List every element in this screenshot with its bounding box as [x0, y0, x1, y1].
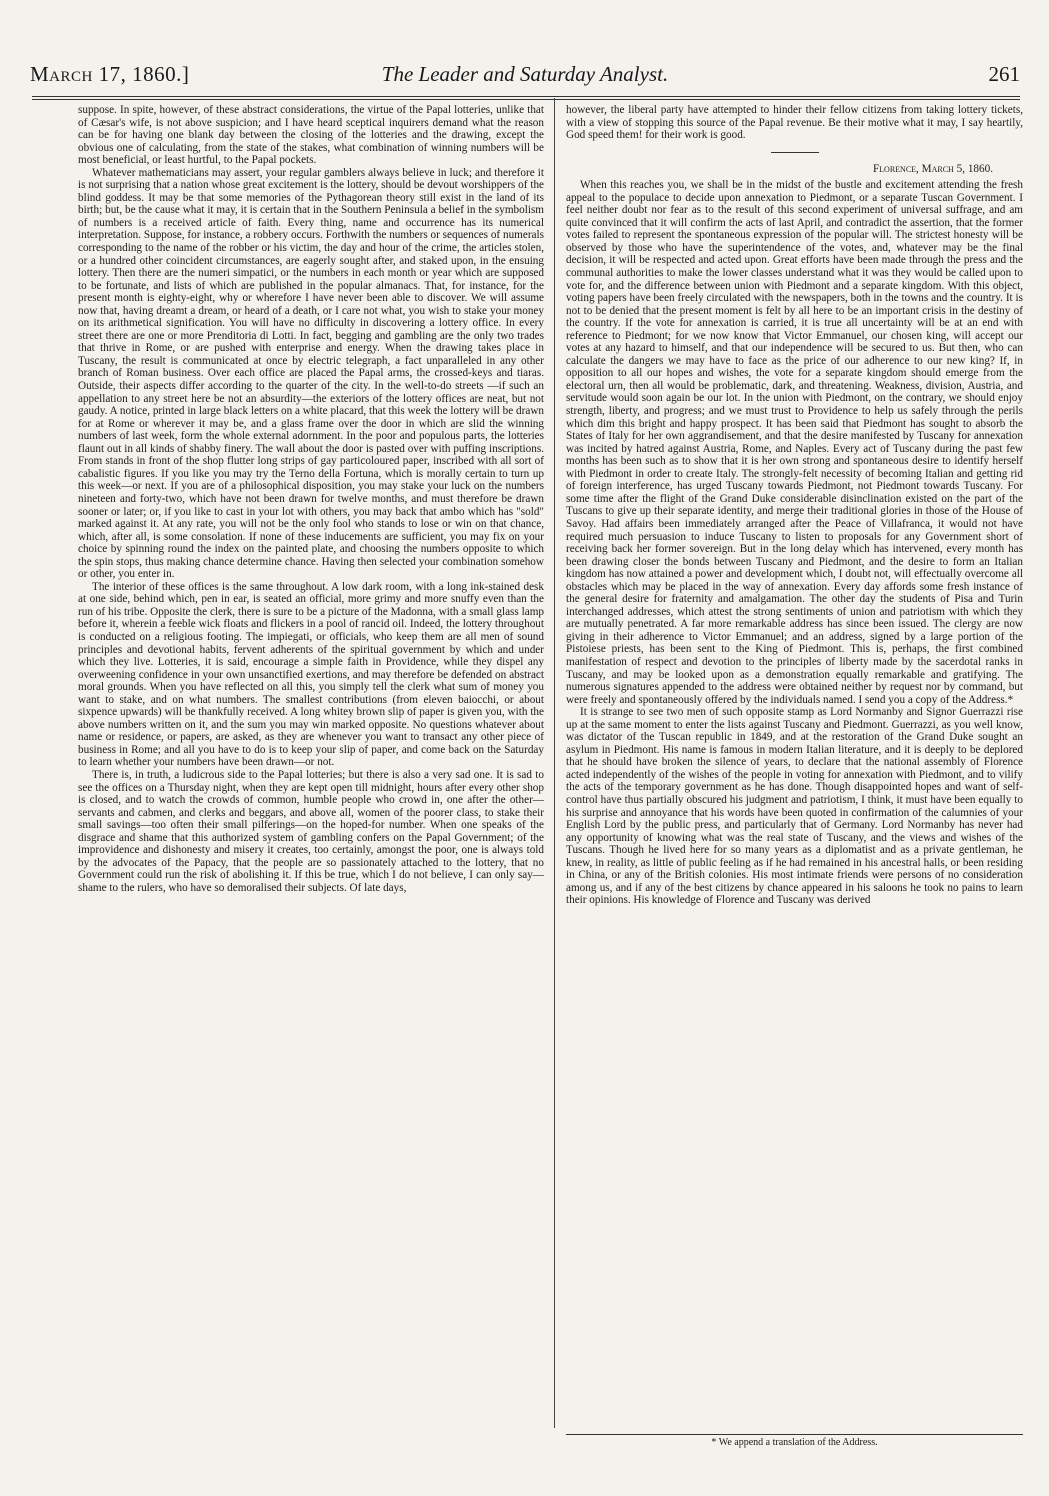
left-column	[78, 104, 544, 1434]
column-divider	[554, 98, 555, 1428]
page-number: 261	[988, 62, 1020, 86]
publication-title: The Leader and Saturday Analyst.	[381, 62, 669, 86]
article-paragraph: Whatever mathematicians may assert, your regular gamblers always believe in luck; and therefore it is not surprising that a nation whose great excitement is the lottery, should be devout worshippers of the blind goddess. It may be that some memories of the Pythagorean theory still exist in the land of its birth; but, be the cause what it may, it is certain that in the Southern Peninsula a belief in the symbolism of numbers is a received article of faith. Every thing, name and occurrence has its numerical interpretation. Suppose, for instance, a robbery occurs. Forthwith the numbers or sequences of numerals corresponding to the name of the robber or his victim, the day and hour of the crime, the articles stolen, or a hundred other coincident circumstances, are eagerly sought after, and staked upon, in the ensuing lottery. Then there are the numeri simpatici, or the numbers in each month or year which are supposed to be fortunate, and lists of which are published in the popular almanacs. That, for instance, for the present month is eighty-eight, why or wherefore I have never been able to discover. We will assume now that, having dreamt a dream, or heard of a death, or I care not what, you wish to stake your money on its arithmetical signification. You will have no difficulty in discovering a lottery office. In every street there are one or more Prenditoria di Lotti. In fact, begging and gambling are the only two trades that thrive in Rome, or are pushed with enterprise and energy. When the drawing takes place in Tuscany, the result is communicated at once by electric telegraph, a fact unparalleled in any other branch of Roman business. Over each office are placed the Papal arms, the crossed-keys and tiaras. Outside, their aspects differ according to the quarter of the city. In the well-to-do streets —if such an appellation to any street here be not an absurdity—the exteriors of the lottery offices are neat, but not gaudy. A notice, printed in large black letters on a white placard, that this week the lottery will be drawn for at Rome or wherever it may be, and a glass frame over the door in which are slid the winning numbers of last week, form the whole external adornment. In the poor and populous parts, the lotteries flaunt out in all kinds of shabby finery. The wall about the door is pasted over with puffing inscriptions. From stands in front of the shop flutter long strips of gay particoloured paper, inscribed with all sort of cabalistic figures. If you like you may try the Terno della Fortuna, which is morally certain to turn up this week—or next. If you are of a philosophical disposition, you may stake your luck on the numbers nineteen and forty-two, which have not been drawn for twelve months, and must therefore be drawn sooner or later; or, if you like to cast in your lot with others, you may back that ambo which has "sold" marked against it. At any rate, you will not be the only fool who stands to lose or win on that chance, which, after all, is some consolation. If none of these inducements are sufficient, you may fix on your choice by spinning round the index on the painted plate, and choosing the numbers opposite to which the spin stops, thus making chance determine chance. Having then selected your combination somehow or other, you enter in.	[78, 166, 544, 581]
footnote: * We append a translation of the Address.	[566, 1434, 1023, 1448]
article-paragraph: suppose. In spite, however, of these abstract considerations, the virtue of the Papal lotteries, unlike that of Cæsar's wife, is not above suspicion; and I have heard sceptical inquirers demand what the reason can be for having one blank day between the closing of the lotteries and the drawing, except the obvious one of calculating, from the state of the stakes, what combination of winning numbers will be most beneficial, or least hurtful, to the Papal pockets.	[78, 104, 544, 167]
letter-dateline: Florence, March 5, 1860.	[872, 162, 993, 175]
article-paragraph: There is, in truth, a ludicrous side to the Papal lotteries; but there is also a very sad one. It is sad to see the offices on a Thursday night, when they are kept open till midnight, hours after every other shop is closed, and to watch the crowds of common, humble people who crowd in, one after the other—servants and cabmen, and clerks and beggars, and above all, women of the poorer class, to stake their small savings—too often their small pilferings—on the hoped-for number. When one speaks of the disgrace and shame that this authorized system of gambling confers on the Papal Government; of the improvidence and dishonesty and misery it creates, too certainly, amongst the poor, one is always told by the advocates of the Papacy, that the people are so passionately attached to the lottery, that no Government could run the risk of abolishing it. If this be true, which I do not believe, I can only say—shame to the rulers, who have so demoralised their subjects. Of late days,	[78, 768, 544, 894]
article-paragraph: When this reaches you, we shall be in the midst of the bustle and excitement attending the fresh appeal to the populace to decide upon annexation to Piedmont, or a separate Tuscan Government. I feel neither doubt nor fear as to the result of this second experiment of universal suffrage, and am quite convinced that it will confirm the acts of last April, and contradict the assertion, that the former votes failed to represent the spontaneous expression of the popular will. The strictest honesty will be observed by those who have the superintendence of the votes, and, whatever may be the final decision, it will be respected and acted upon. Great efforts have been made through the press and the communal authorities to make the lower classes understand what it was they would be called upon to vote for, and the difference between union with Piedmont and a separate kingdom. With this object, voting papers have been freely circulated with the newspapers, both in the towns and the country. It is not to be denied that the present moment is felt by all here to be an important crisis in the destiny of the country. If the vote for annexation is carried, it is true all uncertainty will be at an end with reference to Piedmont; for we now know that Victor Emmanuel, our chosen king, will accept our votes at any hazard to himself, and that our independence will be secured to us. But then, who can calculate the dangers we may have to face as the price of our adherence to our new king? If, in opposition to all our hopes and wishes, the vote for a separate kingdom should emerge from the electoral urn, then all would be problematic, dark, and threatening. Weakness, division, Austria, and servitude would soon again be our lot. In the union with Piedmont, on the contrary, we should enjoy strength, liberty, and progress; and we must trust to Providence to help us safely through the perils which dim this bright and happy prospect. It has been said that Piedmont has sought to absorb the States of Italy for her own aggrandisement, and that the desire manifested by Tuscany for annexation was incited by hatred against Austria, Rome, and Naples. Every act of Tuscany during the past few months has been such as to show that it is her own strong and spontaneous desire to identify herself with Piedmont in order to create Italy. The strongly-felt necessity of becoming Italian and getting rid of foreign interference, has urged Tuscany towards Piedmont, not Piedmont towards Tuscany. For some time after the flight of the Grand Duke considerable disinclination existed on the part of the Tuscans to give up their separate identity, and merge their traditional glories in those of the House of Savoy. Had affairs been immediately arranged after the Peace of Villafranca, it would not have required much persuasion to induce Tuscany to listen to proposals for any Government short of receiving back her former sovereign. But in the long delay which has intervened, every month has been drawing closer the bonds between Tuscany and Piedmont, and the desire to form an Italian kingdom has now attained a power and development which, I doubt not, will effectually overcome all obstacles which may be placed in the way of annexation. Every day affords some fresh instance of the general desire for fraternity and amalgamation. The other day the students of Pisa and Turin interchanged addresses, which attest the strong sentiments of union and patriotism with which they are mutually penetrated. A far more remarkable address has since been issued. The clergy are now giving in their adherence to Victor Emmanuel; and an address, signed by a large portion of the Pistoiese priests, has been sent to the King of Piedmont. This is, perhaps, the first combined manifestation of respect and devotion to the principles of liberty made by the sacerdotal ranks in Tuscany, and may be looked upon as a demonstration equally remarkable and gratifying. The numerous signatures appended to the address were obtained neither by request nor by command, but were freely and spontaneously offered by the individuals named. I send you a copy of the Address.*	[566, 179, 1023, 706]
article-paragraph: It is strange to see two men of such opposite stamp as Lord Normanby and Signor Guerrazzi rise up at the same moment to enter the lists against Tuscany and Piedmont. Guerrazzi, as you well know, was dictator of the Tuscan republic in 1849, and at the restoration of the Grand Duke sought an asylum in Piedmont. His name is famous in modern Italian literature, and it is deeply to be deplored that he should have broken the silence of years, to declare that the national assembly of Florence acted independently of the wishes of the people in voting for annexation with Piedmont, and to vilify the acts of the temporary government as he has done. Though disappointed hopes and want of self-control have thus partially obscured his judgment and patriotism, I think, it must have been equally to his surprise and annoyance that his words have been quoted in confirmation of the calumnies of your English Lord by the public press, and particularly that of Germany. Lord Normanby has never had any opportunity of knowing what was the real state of Tuscany, and the views and wishes of the Tuscans. Though he lived here for so many years as a diplomatist and as a private gentleman, he knew, in reality, as little of public feeling as if he had remained in his ancestral halls, or been residing in China, or any of the British colonies. His most intimate friends were persons of no consideration among us, and if any of the best citizens by chance appeared in his saloons he took no pains to learn their opinions. His knowledge of Florence and Tuscany was derived	[566, 706, 1023, 907]
right-column	[566, 104, 1023, 1434]
header-rule-double	[32, 99, 1020, 100]
issue-date: March 17, 1860.]	[30, 62, 190, 86]
header-rule	[32, 96, 1020, 97]
article-paragraph: however, the liberal party have attempted to hinder their fellow citizens from taking lottery tickets, with a view of stopping this source of the Papal revenue. Be their motive what it may, I say heartily, God speed them! for their work is good.	[566, 104, 1023, 142]
running-header	[30, 58, 1020, 94]
section-separator	[771, 152, 819, 153]
article-paragraph: The interior of these offices is the same throughout. A low dark room, with a long ink-stained desk at one side, behind which, pen in ear, is seated an official, more grimy and more snuffy even than the run of his tribe. Opposite the clerk, there is sure to be a picture of the Madonna, with a small glass lamp before it, wherein a feeble wick floats and flickers in a pool of rancid oil. Indeed, the lottery throughout is conducted on a religious footing. The impiegati, or officials, who keep them are all men of sound principles and devotional habits, fervent adherents of the spiritual government by which and under which they live. Lotteries, it is said, encourage a simple faith in Providence, while they dispel any overweening confidence in your own unsanctified exertions, and may therefore be defended on abstract moral grounds. When you have reflected on all this, you simply tell the clerk what sum of money you want to stake, and on what numbers. The smallest contributions (from eleven baiocchi, or about sixpence upwards) will be thankfully received. A long whitey brown slip of paper is given you, with the above numbers written on it, and the sum you may win marked opposite. No questions whatever about name or residence, or papers, are asked, as they are whenever you want to transact any other piece of business in Rome; and all you have to do is to keep your slip of paper, and come back on the Saturday to learn whether your numbers have been drawn—or not.	[78, 580, 544, 769]
